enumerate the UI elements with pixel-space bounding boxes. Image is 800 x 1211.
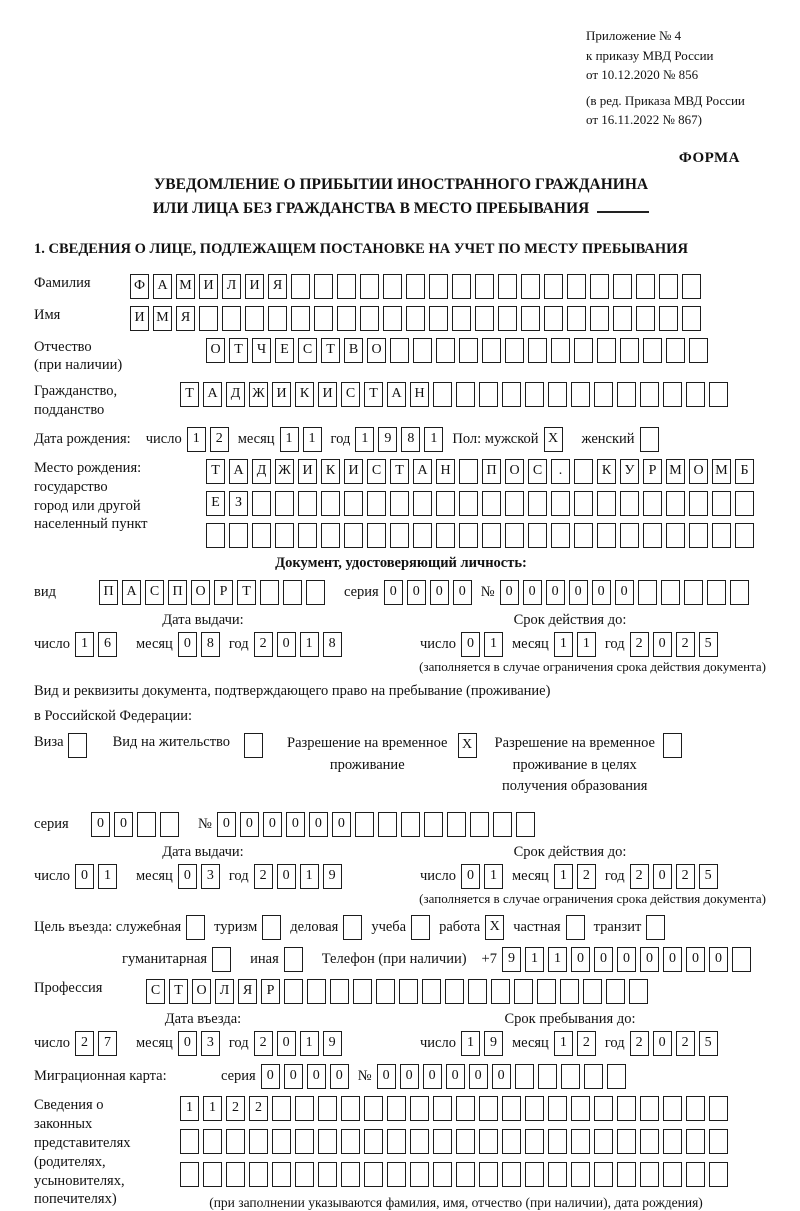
male-checkbox[interactable]: X	[544, 427, 567, 452]
residence-permit-checkbox[interactable]	[244, 733, 267, 758]
residence-doc-number-row	[34, 812, 768, 837]
birthplace-row2-field[interactable]: Е З	[206, 491, 758, 516]
purpose-label: Цель въезда: служебная	[34, 919, 182, 936]
profession-field[interactable]: С Т О Л Я Р	[146, 979, 652, 1004]
visa-checkbox[interactable]	[68, 733, 91, 758]
valid2-month-field[interactable]: 1 2	[554, 864, 600, 889]
issue2-month-field[interactable]: 0 3	[178, 864, 224, 889]
birthplace-row3-field[interactable]	[206, 523, 758, 548]
residence-permit-option: Вид на жительство	[113, 733, 267, 758]
issue1-year-field[interactable]: 2 0 1 8	[254, 632, 346, 657]
phone-label: Телефон (при наличии)	[321, 951, 467, 968]
representatives-note: (при заполнении указываются фамилия, имя, отчество (при наличии), дата рождения)	[209, 1195, 703, 1211]
issue-date-heading: Дата выдачи:	[162, 611, 244, 628]
migration-card-label: Миграционная карта:	[34, 1068, 167, 1085]
surname-label: Фамилия	[34, 274, 91, 291]
section1-heading: 1. СВЕДЕНИЯ О ЛИЦЕ, ПОДЛЕЖАЩЕМ ПОСТАНОВКЕ НА УЧЕТ ПО МЕСТУ ПРЕБЫВАНИЯ	[34, 240, 688, 257]
representatives-label: Сведения о законных представителях (родителях, усыновителях, попечителях)	[34, 1097, 131, 1208]
entry-year-field[interactable]: 2 0 1 9	[254, 1031, 346, 1056]
stay-month-field[interactable]: 1 2	[554, 1031, 600, 1056]
birthdate-row	[34, 427, 768, 452]
purpose-row2: гуманитарная иная Телефон (при наличии) +7 9 1 1 0 0 0 0 0 0 0	[122, 947, 768, 972]
valid1-month-field[interactable]: 1 1	[554, 632, 600, 657]
phone-field[interactable]: 9 1 1 0 0 0 0 0 0 0	[502, 947, 755, 972]
citizenship-field[interactable]: Т А Д Ж И К И С Т А Н	[180, 382, 732, 407]
edition-line: (в ред. Приказа МВД России	[586, 92, 745, 108]
temp-residence-education-option: Разрешение на временное проживание в целях получения образования	[495, 733, 686, 798]
female-label: женский	[581, 430, 635, 447]
entry-month-field[interactable]: 0 3	[178, 1031, 224, 1056]
citizenship-label: Гражданство, подданство	[34, 383, 118, 419]
res-series-label: серия	[34, 816, 69, 833]
forma-label: ФОРМА	[678, 149, 740, 166]
mc-series-label: серия	[221, 1068, 256, 1085]
firstname-field[interactable]: И М Я	[130, 306, 705, 331]
edition-line: от 16.11.2022 № 867)	[586, 112, 703, 127]
birthplace-label: Место рождения: государство город или другой населенный пункт	[34, 459, 148, 533]
work-checkbox[interactable]: X	[485, 915, 508, 940]
appendix-line: к приказу МВД России	[586, 47, 714, 63]
sex-label: Пол: мужской	[452, 430, 539, 447]
form-title-line2: ИЛИ ЛИЦА БЕЗ ГРАЖДАНСТВА В МЕСТО ПРЕБЫВАНИЯ	[152, 199, 590, 217]
temp-residence-education-checkbox[interactable]	[663, 733, 686, 758]
birthplace-row	[34, 459, 768, 548]
representatives-row3-field[interactable]	[180, 1162, 732, 1187]
firstname-row	[34, 306, 768, 331]
issue1-month-field[interactable]: 0 8	[178, 632, 224, 657]
temp-residence-option: Разрешение на временное проживание X	[287, 733, 480, 777]
valid1-day-field[interactable]: 0 1	[461, 632, 507, 657]
birth-day-field[interactable]: 1 2	[187, 427, 233, 452]
birth-month-field[interactable]: 1 1	[280, 427, 326, 452]
form-title	[34, 173, 768, 221]
other-checkbox[interactable]	[284, 947, 307, 972]
patronymic-row	[34, 338, 768, 376]
representatives-fields	[180, 1096, 732, 1211]
title-underline	[597, 197, 649, 213]
representatives-row2-field[interactable]	[180, 1129, 732, 1154]
validity-note: (заполняется в случае ограничения срока действия документа)	[419, 658, 766, 674]
surname-row	[34, 274, 768, 299]
doc-series-label: серия	[344, 583, 379, 600]
patronymic-label: Отчество (при наличии)	[34, 338, 123, 374]
transit-checkbox[interactable]	[646, 915, 669, 940]
residence-doc-line2: в Российской Федерации:	[34, 707, 193, 724]
purpose-row1: Цель въезда: служебная туризм деловая учеба работа X частная транзит	[34, 915, 768, 940]
identity-doc-heading: Документ, удостоверяющий личность:	[275, 554, 527, 571]
mc-series-field[interactable]: 0 0 0 0	[261, 1064, 353, 1089]
mc-number-field[interactable]: 0 0 0 0 0 0	[377, 1064, 630, 1089]
migration-card-row	[34, 1064, 768, 1089]
appendix-line: Приложение № 4	[586, 28, 682, 43]
tourism-checkbox[interactable]	[262, 915, 285, 940]
doc-number-label: №	[480, 583, 495, 600]
temp-residence-checkbox[interactable]: X	[458, 733, 481, 758]
identity-doc-dates: Дата выдачи: число 1 6 месяц 0 8 год 2 0 1 8 Срок действия до: число 0 1 месяц 1 1 год 2 0 2 5	[34, 612, 768, 657]
res-series-field[interactable]: 0 0	[91, 812, 183, 837]
day-label: число	[145, 430, 182, 447]
stay-year-field[interactable]: 2 0 2 5	[630, 1031, 722, 1056]
res-number-field[interactable]: 0 0 0 0 0 0	[217, 812, 539, 837]
res-number-label: №	[198, 816, 212, 833]
patronymic-field[interactable]: О Т Ч Е С Т В О	[206, 338, 712, 363]
representatives-row	[34, 1096, 768, 1211]
humanitarian-checkbox[interactable]	[212, 947, 235, 972]
birth-year-field[interactable]: 1 9 8 1	[355, 427, 447, 452]
study-checkbox[interactable]	[411, 915, 434, 940]
profession-label: Профессия	[34, 980, 103, 997]
residence-doc-dates: Дата выдачи: число 0 1 месяц 0 3 год 2 0 1 9 Срок действия до: число 0 1 месяц 1 2 год 2 0 2 5	[34, 844, 768, 889]
form-title-line1: УВЕДОМЛЕНИЕ О ПРИБЫТИИ ИНОСТРАННОГО ГРАЖДАНИНА	[153, 175, 649, 193]
appendix-block	[586, 26, 768, 130]
business-checkbox[interactable]	[186, 915, 209, 940]
firstname-label: Имя	[34, 306, 61, 323]
month-label: месяц	[237, 430, 275, 447]
validity-note-2: (заполняется в случае ограничения срока действия документа)	[419, 891, 766, 907]
entry-dates: Дата въезда: число 2 7 месяц 0 3 год 2 0 1 9 Срок пребывания до: число 1 9 месяц 1 2 год 2 0 2 5	[34, 1011, 768, 1056]
appendix-line: от 10.12.2020 № 856	[586, 67, 699, 82]
private-checkbox[interactable]	[566, 915, 589, 940]
valid1-year-field[interactable]: 2 0 2 5	[630, 632, 722, 657]
issue2-year-field[interactable]: 2 0 1 9	[254, 864, 346, 889]
year-label: год	[330, 430, 351, 447]
doc-type-field[interactable]: П А С П О Р Т	[99, 580, 329, 605]
doc-type-label: вид	[34, 583, 56, 600]
citizenship-row	[34, 382, 768, 420]
commercial-checkbox[interactable]	[343, 915, 366, 940]
profession-row	[34, 979, 768, 1004]
representatives-row1-field[interactable]: 1 1 2 2	[180, 1096, 732, 1121]
valid-until-heading: Срок действия до:	[513, 611, 627, 628]
phone-prefix: +7	[481, 951, 497, 968]
residence-doc-line1: Вид и реквизиты документа, подтверждающего право на пребывание (проживание)	[34, 682, 551, 699]
stay-day-field[interactable]: 1 9	[461, 1031, 507, 1056]
identity-doc-row	[34, 580, 768, 605]
visa-option: Виза	[34, 733, 91, 758]
doc-number-field[interactable]: 0 0 0 0 0 0	[500, 580, 753, 605]
surname-field[interactable]: Ф А М И Л И Я	[130, 274, 705, 299]
birthplace-fields	[206, 459, 758, 548]
issue2-day-field[interactable]: 0 1	[75, 864, 121, 889]
valid2-year-field[interactable]: 2 0 2 5	[630, 864, 722, 889]
female-checkbox[interactable]	[640, 427, 663, 452]
birthdate-label: Дата рождения:	[34, 430, 131, 447]
issue1-day-field[interactable]: 1 6	[75, 632, 121, 657]
doc-series-field[interactable]: 0 0 0 0	[384, 580, 476, 605]
entry-day-field[interactable]: 2 7	[75, 1031, 121, 1056]
birthplace-row1-field[interactable]: Т А Д Ж И К И С Т А Н П О С . К У Р М О М Б	[206, 459, 758, 484]
residence-options	[34, 733, 768, 798]
mc-number-label: №	[357, 1068, 372, 1085]
valid2-day-field[interactable]: 0 1	[461, 864, 507, 889]
